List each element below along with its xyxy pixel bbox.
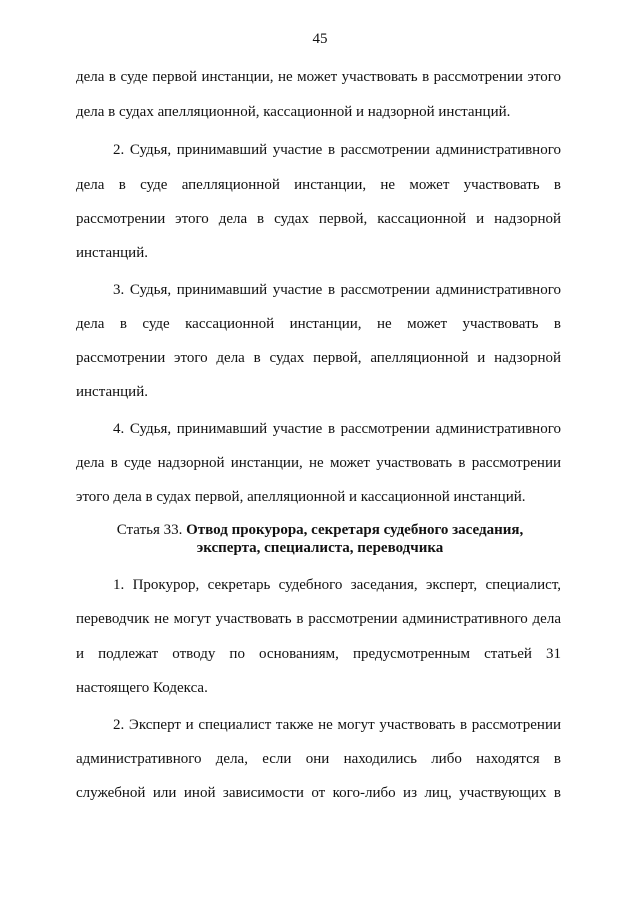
text-line: рассмотрении этого дела в судах первой, кассационной и надзорной — [76, 211, 561, 227]
article-heading — [0, 521, 640, 539]
text-line: рассмотрении этого дела в судах первой, апелляционной и надзорной — [76, 350, 561, 366]
text-line: 2. Эксперт и специалист также не могут участвовать в рассмотрении — [113, 717, 561, 733]
text-line: дела в суде апелляционной инстанции, не может участвовать в — [76, 177, 561, 193]
text-line: и подлежат отводу по основаниям, предусмотренным статьей 31 — [76, 646, 561, 662]
text-line: служебной или иной зависимости от кого-либо из лиц, участвующих в — [76, 785, 561, 801]
text-line: дела в судах апелляционной, кассационной и надзорной инстанций. — [76, 104, 511, 120]
text-line: дела в суде кассационной инстанции, не может участвовать в — [76, 316, 561, 332]
text-line: инстанций. — [76, 384, 148, 400]
text-line: этого дела в судах первой, апелляционной и кассационной инстанций. — [76, 489, 526, 505]
page-number: 45 — [312, 31, 328, 47]
text-line: 4. Судья, принимавший участие в рассмотрении административного — [113, 421, 561, 437]
text-line: дела в суде первой инстанции, не может участвовать в рассмотрении этого — [76, 69, 561, 85]
text-line: 1. Прокурор, секретарь судебного заседания, эксперт, специалист, — [113, 577, 561, 593]
article-title-line2: эксперта, специалиста, переводчика — [196, 540, 444, 556]
text-line: настоящего Кодекса. — [76, 680, 208, 696]
text-line: инстанций. — [76, 245, 148, 261]
article-heading-continued — [0, 539, 640, 557]
text-line: дела в суде надзорной инстанции, не может участвовать в рассмотрении — [76, 455, 561, 471]
text-line: 2. Судья, принимавший участие в рассмотрении административного — [113, 142, 561, 158]
text-line: переводчик не могут участвовать в рассмотрении административного дела — [76, 611, 561, 627]
article-title-line1: Отвод прокурора, секретаря судебного заседания, — [186, 522, 524, 538]
text-line: 3. Судья, принимавший участие в рассмотрении административного — [113, 282, 561, 298]
article-number: Статья 33. — [116, 522, 183, 538]
text-line: административного дела, если они находились либо находятся в — [76, 751, 561, 767]
